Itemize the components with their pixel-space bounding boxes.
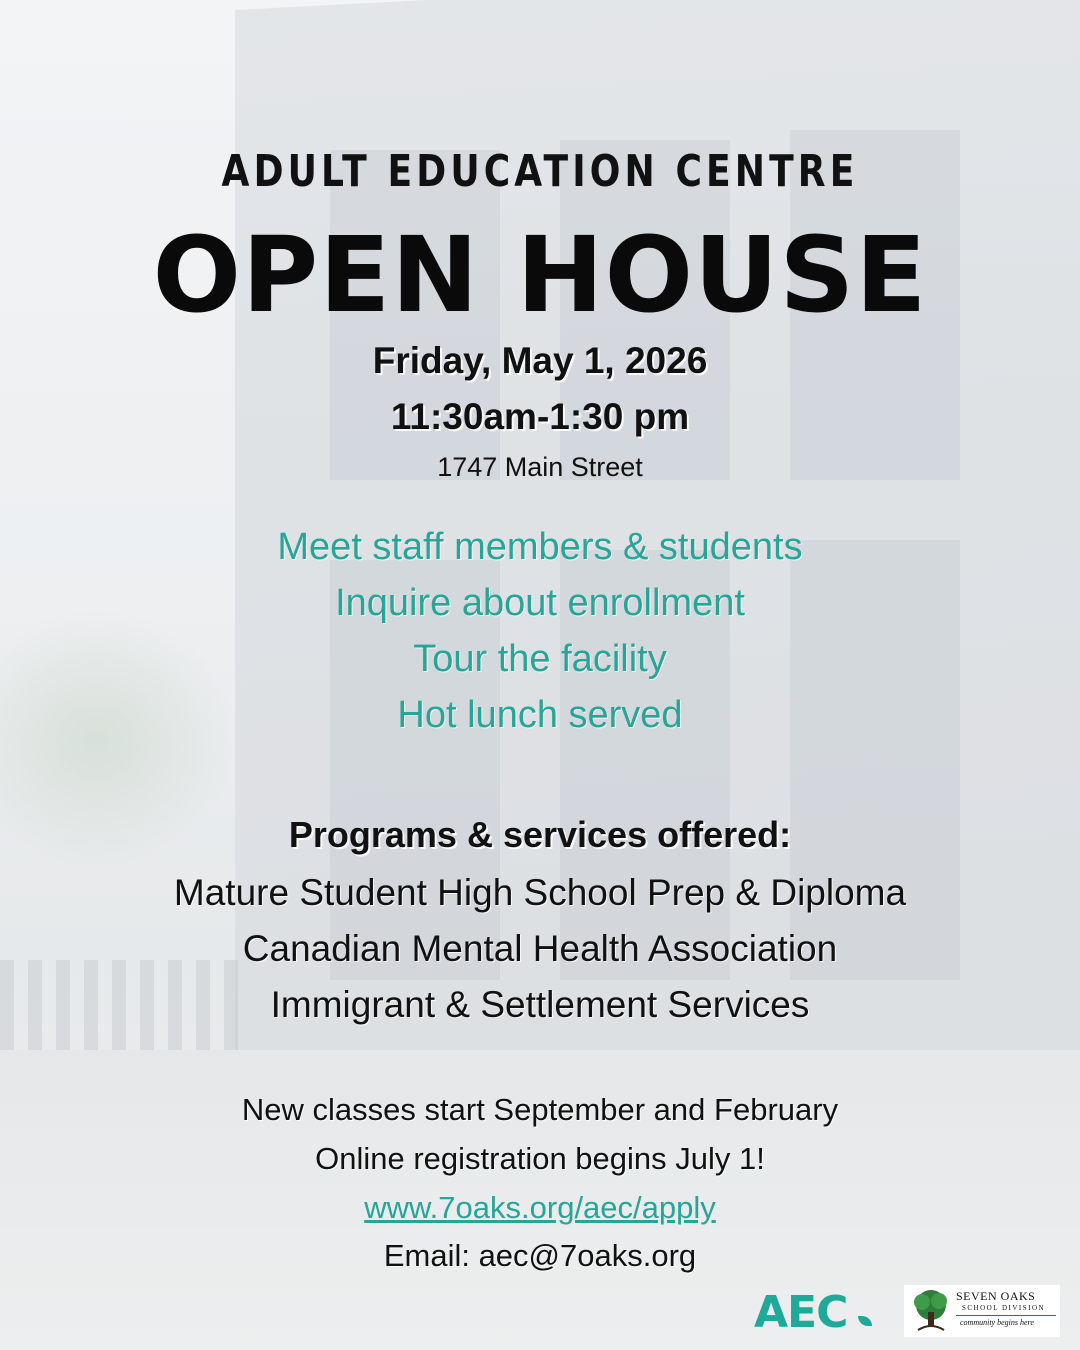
event-date: Friday, May 1, 2026 [372, 340, 708, 381]
program-item: Mature Student High School Prep & Diploma [173, 872, 907, 913]
registration-info: Online registration begins July 1! [315, 1141, 765, 1176]
highlight-item: Hot lunch served [397, 694, 683, 736]
apply-link[interactable]: www.7oaks.org/aec/apply [364, 1190, 716, 1225]
seven-oaks-tagline: community begins here [960, 1318, 1034, 1327]
centre-name: ADULT EDUCATION CENTRE [221, 146, 859, 197]
program-item: Canadian Mental Health Association [242, 928, 838, 969]
event-address: 1747 Main Street [437, 452, 643, 482]
seven-oaks-logo [904, 1285, 1060, 1337]
oak-tree-icon [908, 1288, 954, 1334]
highlight-item: Tour the facility [413, 638, 667, 680]
aec-logo: AEC [754, 1287, 848, 1338]
seven-oaks-name: SEVEN OAKS [956, 1289, 1036, 1303]
classes-info: New classes start September and February [241, 1092, 839, 1127]
highlight-item: Meet staff members & students [277, 526, 803, 568]
logo-divider [956, 1315, 1056, 1316]
programs-heading: Programs & services offered: [288, 814, 792, 855]
email-info: Email: aec@7oaks.org [383, 1238, 697, 1273]
program-item: Immigrant & Settlement Services [270, 984, 810, 1025]
seven-oaks-division: SCHOOL DIVISION [962, 1304, 1046, 1312]
highlight-item: Inquire about enrollment [335, 582, 745, 624]
page-title: OPEN HOUSE [152, 214, 928, 336]
event-time: 11:30am-1:30 pm [390, 396, 690, 437]
